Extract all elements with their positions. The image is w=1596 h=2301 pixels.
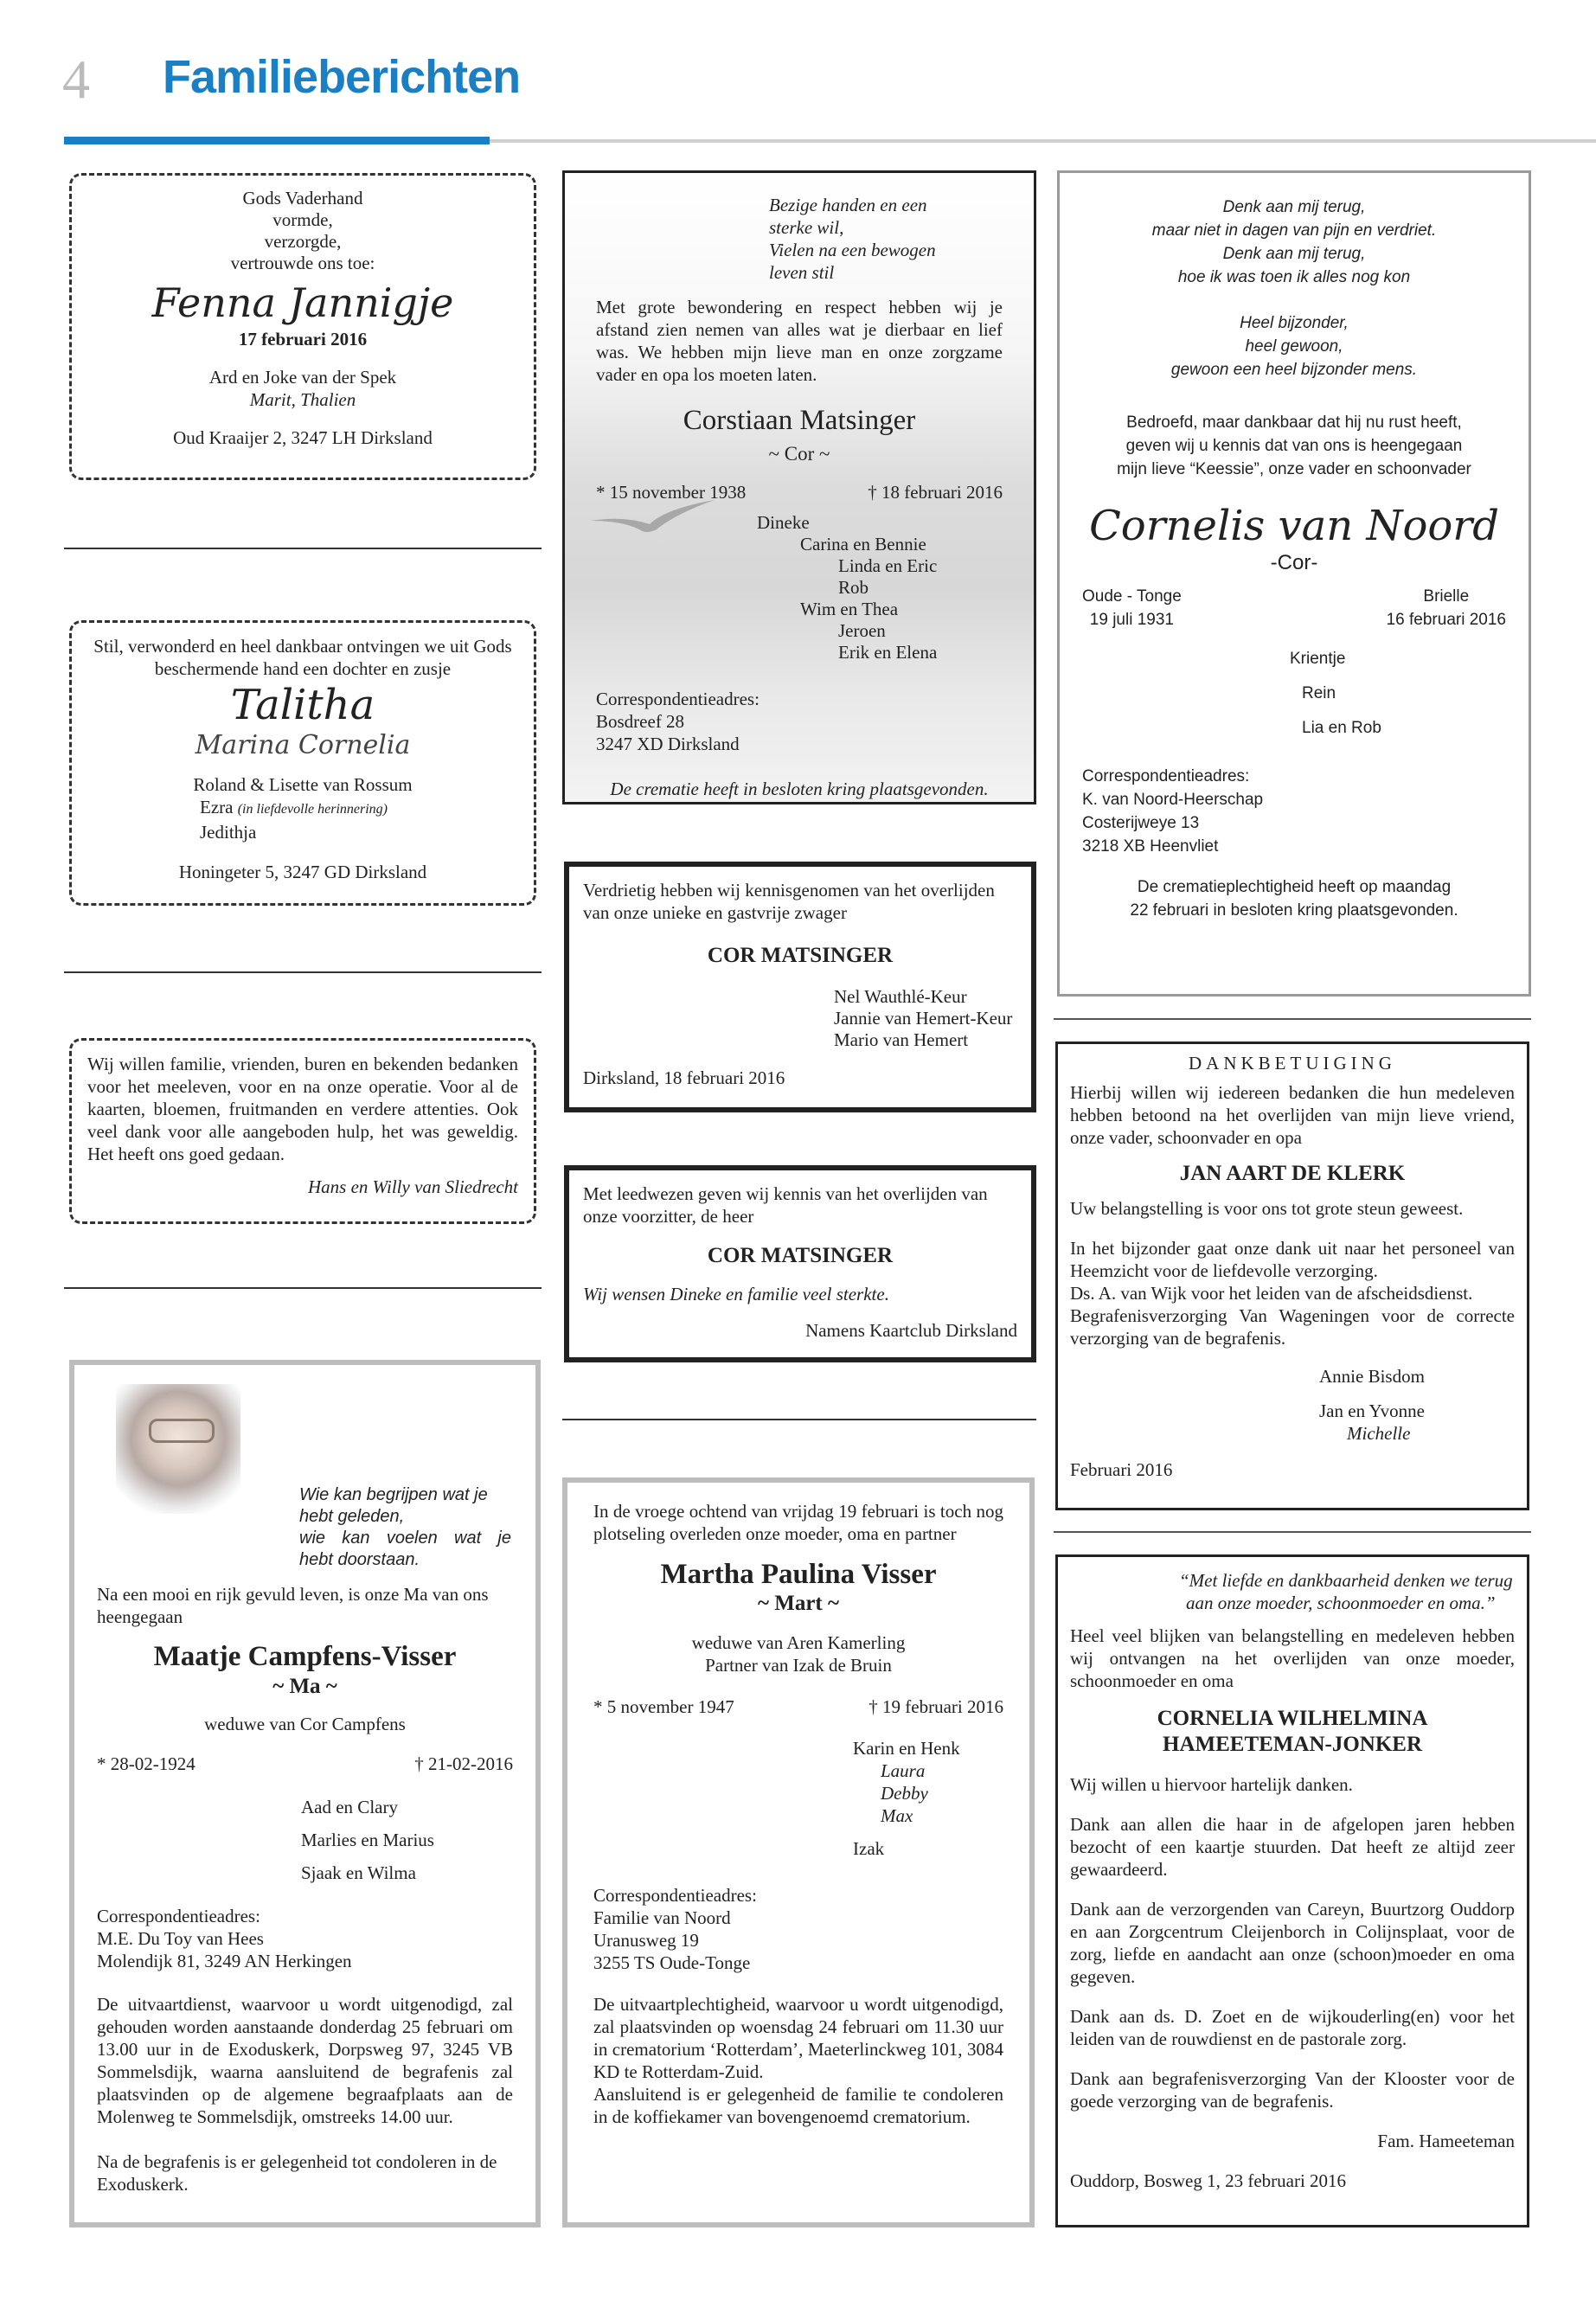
signers: Nel Wauthlé-Keur Jannie van Hemert-Keur Mario van Hemert — [834, 986, 1013, 1050]
correspondence-address: Correspondentieadres: K. van Noord-Heerschap Costerijweye 13 3218 XB Heenvliet — [1082, 767, 1264, 856]
funeral-service: De uitvaartplechtigheid, waarvoor u wordt uitgenodigd, zal plaatsvinden op woensdag 24 februari om 11.30 uur in crematorium ‘Rotterdam’, Maeterlinckweg 101, 3084 KD te Rotterdam-Zuid. — [593, 1994, 1003, 2082]
deceased-nickname: -Cor- — [1270, 551, 1318, 574]
deceased-name: Martha Paulina Visser — [660, 1559, 937, 1590]
deceased-name: CORNELIA WILHELMINA HAMEETEMAN-JONKER — [1157, 1707, 1428, 1756]
address: Oud Kraaijer 2, 3247 LH Dirksland — [173, 427, 433, 448]
death-notice-cor-family — [564, 862, 1036, 1112]
child-name: Talitha — [230, 681, 375, 729]
condolence-wish: Wij wensen Dineke en familie veel sterkte. — [583, 1284, 889, 1304]
thanks-paragraph: Uw belangstelling is voor ons tot grote steun geweest. — [1070, 1198, 1464, 1219]
thanks-paragraph: Dank aan de verzorgenden van Careyn, Buurtzorg Ouddorp en aan Zorgcentrum Cleijenborch in Colijnsplaat, voor de zorg, liefde en aandacht aan onze (schoon)moeder en oma gegeven. — [1070, 1899, 1515, 1987]
siblings: Marit, Thalien — [249, 389, 356, 410]
place-date: Ouddorp, Bosweg 1, 23 februari 2016 — [1070, 2170, 1347, 2191]
child-middle-names: Marina Cornelia — [195, 730, 411, 760]
divider — [1054, 1018, 1531, 1020]
deceased-name: JAN AART DE KLERK — [1179, 1162, 1406, 1185]
sibling-jedithja: Jedithja — [200, 822, 257, 843]
notice-intro: Stil, verwonderd en heel dankbaar ontvingen we uit Gods beschermende hand een dochter en zusje — [93, 636, 512, 679]
deceased-nickname: ~ Mart ~ — [757, 1592, 840, 1615]
correspondence-address: Correspondentieadres: Bosdreef 28 3247 XD Dirksland — [596, 689, 760, 754]
signature: Fam. Hameeteman — [1377, 2131, 1515, 2151]
thanks-paragraph: Ds. A. van Wijk voor het leiden van de afscheidsdienst. — [1070, 1283, 1473, 1304]
death-notice-cornelis — [1057, 170, 1531, 997]
divider — [562, 1419, 1036, 1420]
notice-heading: DANKBETUIGING — [1189, 1053, 1396, 1074]
seagull-icon — [589, 495, 719, 538]
thanks-notice-de-klerk — [1055, 1042, 1529, 1510]
thanks-paragraph: In het bijzonder gaat onze dank uit naar het personeel van Heemzicht voor de liefdevolle verzorging. — [1070, 1238, 1515, 1281]
cremation-note: De crematie heeft in besloten kring plaatsgevonden. — [610, 779, 989, 799]
notice-intro: Na een mooi en rijk gevuld leven, is onze Ma van ons heengegaan — [97, 1584, 489, 1627]
correspondence-address: Correspondentieadres: M.E. Du Toy van Hees Molendijk 81, 3249 AN Herkingen — [97, 1906, 352, 1971]
memorial-poem-2: Heel bijzonder, heel gewoon, gewoon een heel bijzonder mens. — [1170, 314, 1418, 379]
widow-of: weduwe van Aren Kamerling — [691, 1632, 906, 1653]
notice-intro: Verdrietig hebben wij kennisgenomen van het overlijden van onze unieke en gastvrije zwager — [583, 880, 995, 923]
place-date: Dirksland, 18 februari 2016 — [583, 1067, 785, 1088]
memorial-quote: “Met liefde en dankbaarheid denken we terug aan onze moeder, schoonmoeder en oma.” — [1179, 1570, 1513, 1613]
deceased-nickname: ~ Ma ~ — [272, 1675, 337, 1698]
signature: Hans en Willy van Sliedrecht — [308, 1176, 518, 1197]
family-list: Aad en Clary Marlies en Marius Sjaak en Wilma — [301, 1797, 434, 1883]
condolence-info: Aansluitend is er gelegenheid de familie te condoleren in de koffiekamer van bovengenoemd crematorium. — [593, 2084, 1003, 2127]
memorial-poem: Bezige handen en een sterke wil, Vielen na een bewogen leven stil — [769, 195, 936, 283]
funeral-service: De uitvaartdienst, waarvoor u wordt uitgenodigd, zal gehouden worden aanstaande donderdag 25 februari om 13.00 uur in de Exoduskerk, Dorpsweg 97, 3245 VB Sommelsdijk, waarna aansluitend de begrafenis zal plaatsvinden op de algemene begraafplaats aan de Molenweg te Sommelsdijk, omstreeks 14.00 uur. — [97, 1994, 513, 2127]
birth-notice-talitha — [69, 620, 536, 906]
notice-intro: Met grote bewondering en respect hebben wij je afstand zien nemen van alles wat je dierbaar en lief was. We hebben mijn lieve man en onze zorgzame vader en opa los moeten laten. — [596, 297, 1003, 385]
notice-date: Februari 2016 — [1070, 1459, 1173, 1480]
life-dates: * 28-02-1924 † 21-02-2016 — [97, 1753, 513, 1774]
family-list: Dineke Carina en Bennie Linda en Eric Rob Wim en Thea Jeroen Erik en Elena — [757, 512, 938, 663]
signer: Michelle — [1347, 1423, 1411, 1444]
correspondence-address: Correspondentieadres: Familie van Noord Uranusweg 19 3255 TS Oude-Tonge — [593, 1885, 757, 1973]
notice-intro: Bedroefd, maar dankbaar dat hij nu rust heeft, geven wij u kennis dat van ons is heengegaan mijn lieve “Keessie”, onze vader en schoonvader — [1117, 413, 1471, 478]
deceased-name: Cornelis van Noord — [1089, 502, 1499, 550]
deceased-name: Maatje Campfens-Visser — [153, 1641, 457, 1672]
cremation-note: De crematieplechtigheid heeft op maandag 22 februari in besloten kring plaatsgevonden. — [1130, 878, 1458, 920]
notice-intro: Hierbij willen wij iedereen bedanken die hun medeleven hebben betoond na het overlijden van mijn lieve vriend, onze vader, schoonvader en opa — [1070, 1082, 1515, 1148]
deceased-name: Corstiaan Matsinger — [683, 405, 916, 436]
condolence-info: Na de begrafenis is er gelegenheid tot condoleren in de Exoduskerk. — [97, 2151, 497, 2195]
header-accent-bar — [64, 137, 490, 144]
thanks-paragraph: Dank aan begrafenisverzorging Van der Klooster voor de goede verzorging van de begrafenis. — [1070, 2068, 1515, 2112]
life-dates: Oude - Tonge 19 juli 1931 Brielle 16 februari 2016 — [1082, 587, 1506, 629]
life-dates: * 5 november 1947 † 19 februari 2016 — [593, 1696, 1003, 1717]
thanks-text: Wij willen familie, vrienden, buren en bekenden bedanken voor het meeleven, voor en na onze operatie. Voor al de kaarten, bloemen, fruitmanden en verdere attenties. Ook veel dank voor alle aangeboden hulp, het was geweldig. Het heeft ons goed gedaan. — [87, 1054, 518, 1164]
divider — [64, 548, 542, 549]
signature: Namens Kaartclub Dirksland — [805, 1320, 1017, 1341]
parents: Roland & Lisette van Rossum — [193, 774, 413, 795]
deceased-name: COR MATSINGER — [707, 944, 894, 967]
birth-notice-fenna — [69, 173, 536, 480]
divider — [64, 971, 542, 973]
thanks-paragraph: Dank aan allen die haar in de afgelopen jaren hebben bezocht of een kaartje stuurden. Dat heeft ze altijd zeer gewaardeerd. — [1070, 1814, 1515, 1880]
divider — [64, 1287, 542, 1289]
death-notice-maatje — [69, 1360, 541, 2227]
birth-date: 17 februari 2016 — [238, 329, 368, 349]
death-notice-martha — [562, 1477, 1035, 2227]
parents: Ard en Joke van der Spek — [208, 367, 397, 388]
page-title: Familieberichten — [163, 51, 521, 103]
notice-intro: In de vroege ochtend van vrijdag 19 februari is toch nog plotseling overleden onze moeder, oma en partner — [593, 1501, 1003, 1544]
death-notice-corstiaan — [562, 170, 1036, 804]
signer: Jan en Yvonne — [1319, 1400, 1425, 1421]
header-rule — [490, 139, 1596, 143]
page-number: 4 — [62, 48, 90, 110]
notice-intro: Heel veel blijken van belangstelling en medeleven hebben wij ontvangen na het overlijden van onze moeder, schoonmoeder en oma — [1070, 1625, 1515, 1691]
thanks-paragraph: Wij willen u hiervoor hartelijk danken. — [1070, 1774, 1353, 1795]
thanks-paragraph: Dank aan ds. D. Zoet en de wijkouderling(en) voor het leiden van de rouwdienst en de pastorale zorg. — [1070, 2006, 1515, 2049]
partner-of: Partner van Izak de Bruin — [705, 1655, 892, 1676]
widow-of: weduwe van Cor Campfens — [204, 1714, 406, 1734]
address: Honingeter 5, 3247 GD Dirksland — [178, 862, 427, 882]
thanks-notice-sliedrecht — [69, 1038, 536, 1224]
death-notice-cor-kaartclub — [564, 1165, 1036, 1362]
thanks-paragraph: Begrafenisverzorging Van Wageningen voor de correcte verzorging van de begrafenis. — [1070, 1305, 1515, 1349]
memorial-poem: Denk aan mij terug, maar niet in dagen van pijn en verdriet. Denk aan mij terug, hoe ik was toen ik alles nog kon — [1151, 198, 1437, 286]
memorial-poem: Wie kan begrijpen wat je hebt geleden, wie kan voelen wat je hebt doorstaan. — [299, 1485, 511, 1569]
divider — [1054, 1531, 1531, 1533]
signer: Annie Bisdom — [1319, 1366, 1425, 1387]
portrait-photo — [116, 1384, 240, 1514]
thanks-notice-hameeteman — [1055, 1554, 1529, 2227]
notice-intro: Met leedwezen geven wij kennis van het overlijden van onze voorzitter, de heer — [583, 1183, 988, 1227]
deceased-nickname: ~ Cor ~ — [768, 443, 830, 465]
sibling-ezra: Ezra (in liefdevolle herinnering) — [200, 797, 388, 817]
family-list: Karin en Henk Laura Debby Max Izak — [853, 1738, 960, 1859]
deceased-name: COR MATSINGER — [707, 1244, 894, 1267]
family-list: Krientje Rein Lia en Rob — [1290, 650, 1381, 737]
life-dates: * 15 november 1938 † 18 februari 2016 — [596, 482, 1003, 503]
notice-intro: Gods Vaderhand vormde, verzorgde, vertrouwde ons toe: — [230, 188, 375, 273]
child-name: Fenna Jannigje — [151, 279, 454, 326]
